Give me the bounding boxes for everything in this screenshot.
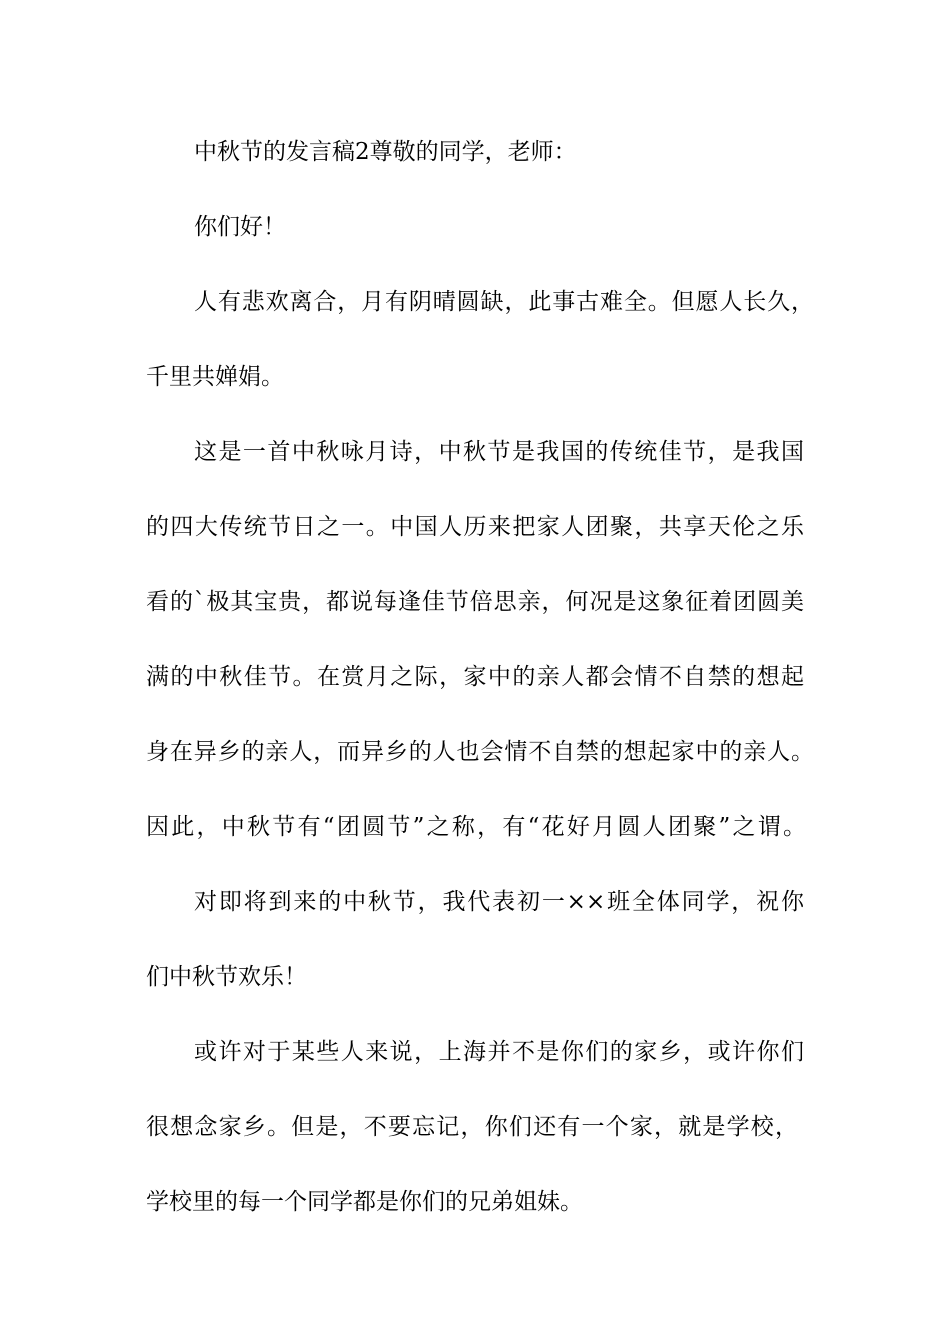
line-text: 人有悲欢离合，月有阴晴圆缺，此事古难全。但愿人长久， xyxy=(194,289,814,315)
line-text: 这是一首中秋咏月诗，中秋节是我国的传统佳节，是我国 xyxy=(194,439,804,465)
line-text: 或许对于某些人来说，上海并不是你们的家乡，或许你们 xyxy=(194,1039,804,1065)
line-text: 千里共婵娟。 xyxy=(146,364,284,390)
line-text: 你们好！ xyxy=(194,214,286,240)
line-text: 对即将到来的中秋节，我代表初一××班全体同学，祝你 xyxy=(194,889,804,915)
line-text: 因此，中秋节有“团圆节”之称，有“花好月圆人团聚”之谓。 xyxy=(146,814,806,840)
paragraph-line xyxy=(0,1107,950,1147)
paragraph-line xyxy=(0,732,950,772)
line-text: 看的`极其宝贵，都说每逢佳节倍思亲，何况是这象征着团圆美 xyxy=(146,589,804,615)
paragraph-line xyxy=(0,132,950,172)
paragraph-line xyxy=(0,882,950,922)
paragraph-line xyxy=(0,207,950,247)
line-text: 身在异乡的亲人，而异乡的人也会情不自禁的想起家中的亲人。 xyxy=(146,739,814,765)
paragraph-line xyxy=(0,507,950,547)
paragraph-line xyxy=(0,357,950,397)
paragraph-line xyxy=(0,432,950,472)
paragraph-line xyxy=(0,657,950,697)
paragraph-line xyxy=(0,582,950,622)
paragraph-line xyxy=(0,282,950,322)
line-text: 们中秋节欢乐！ xyxy=(146,964,307,990)
line-text: 很想念家乡。但是，不要忘记，你们还有一个家，就是学校， xyxy=(146,1114,798,1140)
line-text: 的四大传统节日之一。中国人历来把家人团聚，共享天伦之乐 xyxy=(146,514,804,540)
line-text: 满的中秋佳节。在赏月之际，家中的亲人都会情不自禁的想起 xyxy=(146,664,804,690)
paragraph-line xyxy=(0,1182,950,1222)
paragraph-line xyxy=(0,957,950,997)
paragraph-line xyxy=(0,807,950,847)
line-text: 中秋节的发言稿2尊敬的同学，老师： xyxy=(194,139,577,165)
paragraph-line xyxy=(0,1032,950,1072)
line-text: 学校里的每一个同学都是你们的兄弟姐妹。 xyxy=(146,1189,583,1215)
